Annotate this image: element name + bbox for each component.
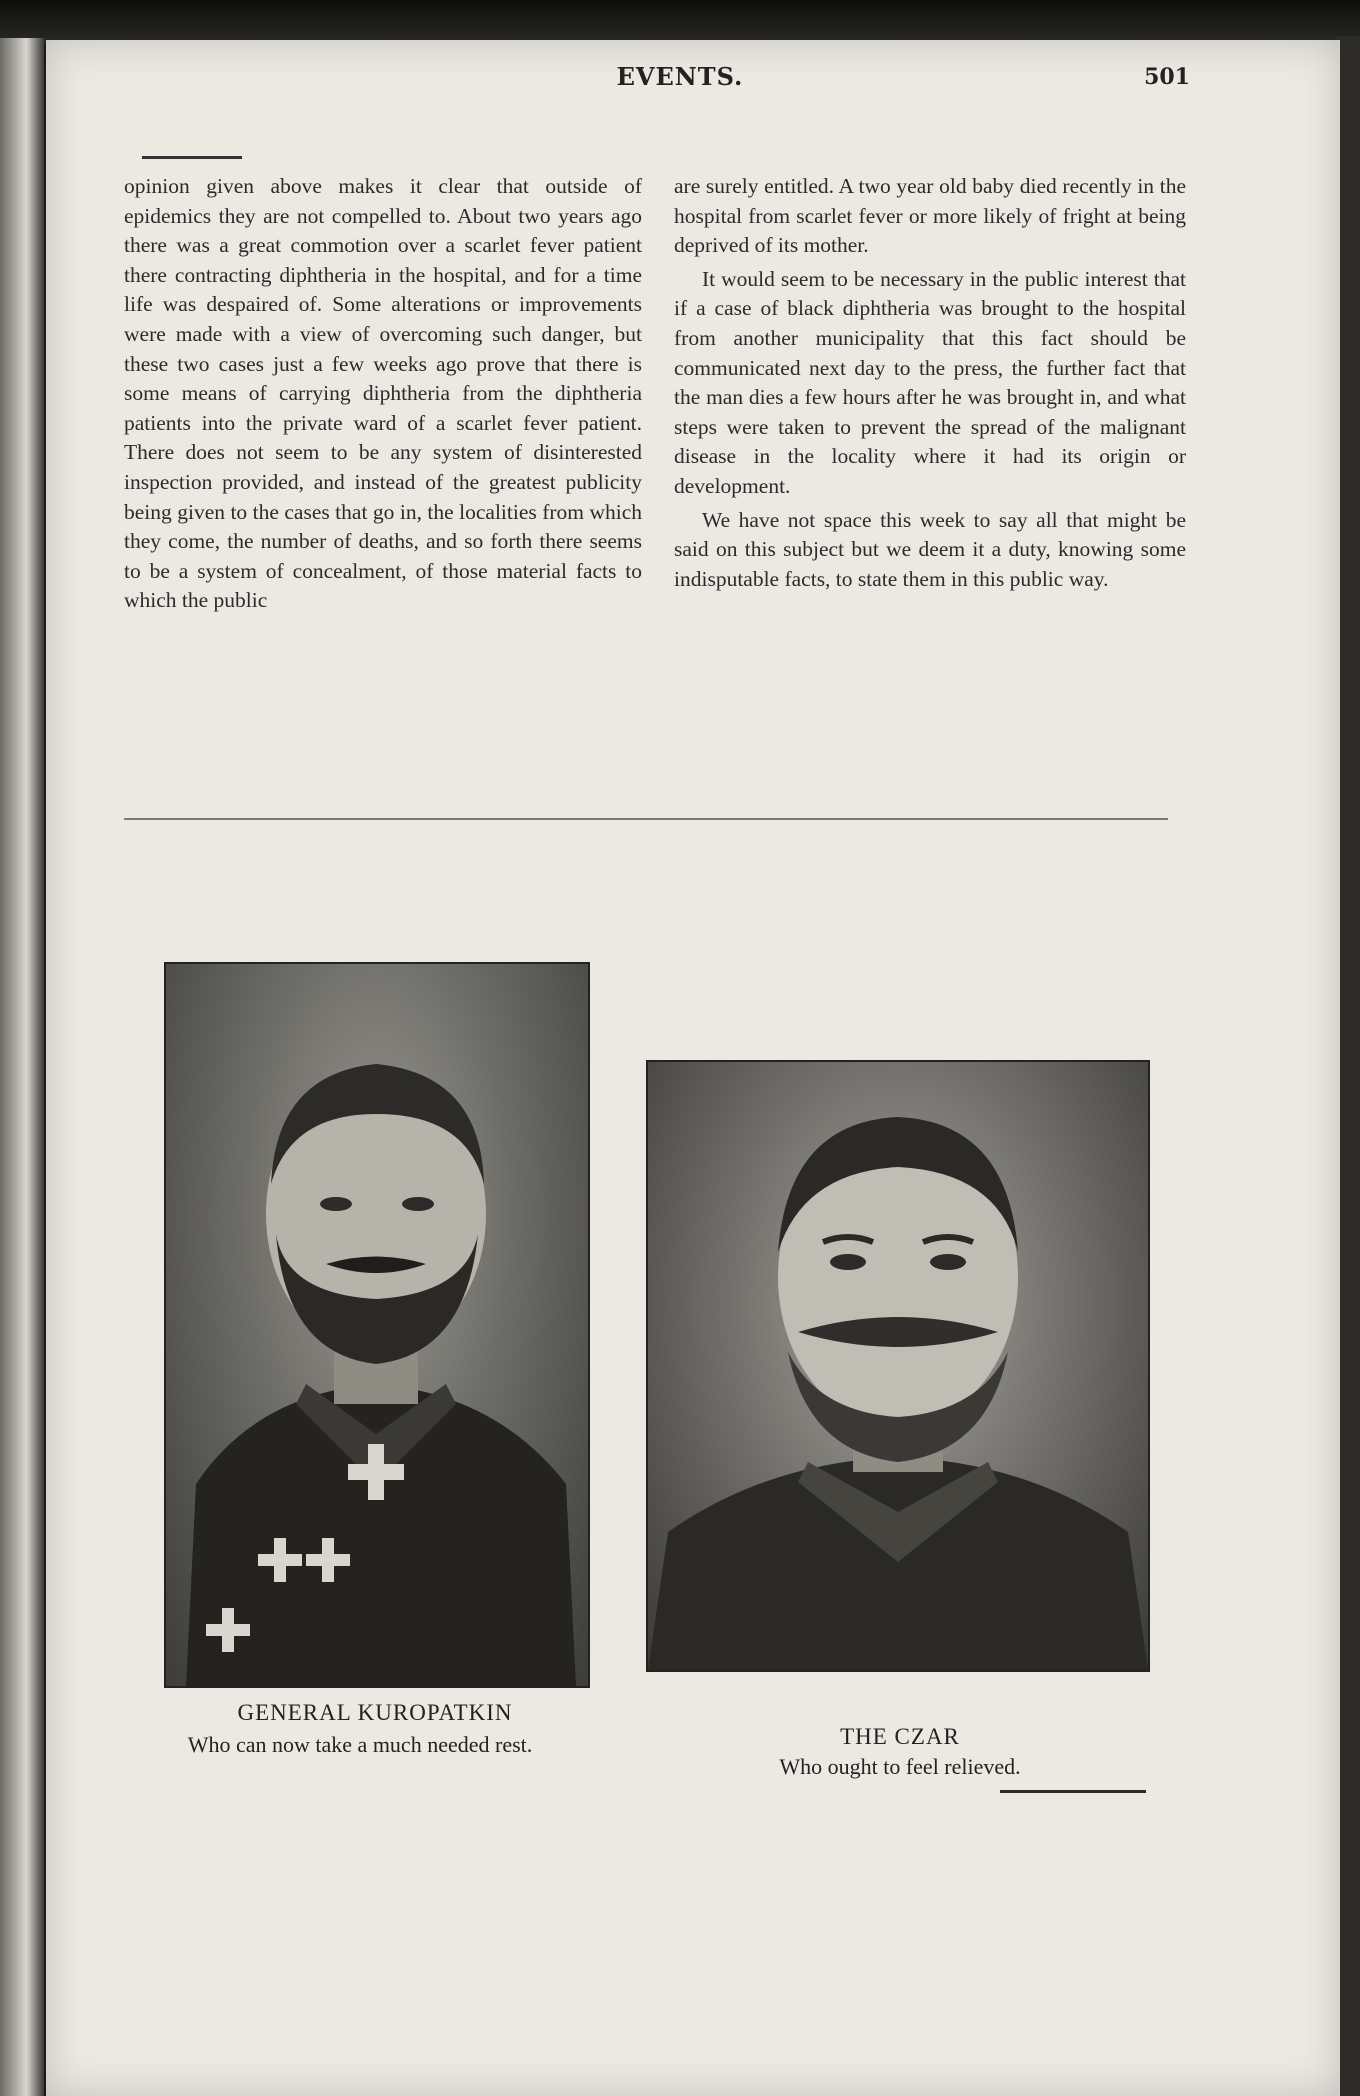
scan-top-border <box>0 0 1360 44</box>
ink-overline <box>142 156 242 159</box>
left-page-edge <box>0 38 44 2096</box>
article-paragraph: It would seem to be necessary in the public interest that if a case of black diphtheria was brought to the hospital from another municipality that this fact should be communicated next day to the press, the further fact that the man dies a few hours after he was brought in, and what steps were taken to prevent the spread of the malignant disease in the locality where it had its origin or development. <box>674 266 1186 498</box>
article-left-column <box>124 172 642 616</box>
section-divider <box>124 818 1168 820</box>
portrait-czar <box>646 1060 1150 1672</box>
article-paragraph: are surely entitled. A two year old baby died recently in the hospital from scarlet fever or more likely of fright at being deprived of its mother. <box>674 174 1186 258</box>
photo-caption-subtitle: Who ought to feel relieved. <box>779 1754 1021 1779</box>
photo-caption-subtitle: Who can now take a much needed rest. <box>187 1732 533 1757</box>
article-paragraph: opinion given above makes it clear that outside of epidemics they are not compelled to. About two years ago there was a great commotion over a scarlet fever patient there contracting diphtheria in the hospital, and for a time life was despaired of. Some alterations or improvements were made with a view of overcoming such danger, but these two cases just a few weeks ago prove that there is some means of carrying diphtheria from the diphtheria patients into the private ward of a scarlet fever patient. There does not seem to be any system of disinterested inspection provided, and instead of the greatest publicity being given to the cases that go in, the localities from which they come, the number of deaths, and so forth there seems to be a system of concealment, of those material facts to which the public <box>124 174 642 613</box>
page-number: 501 <box>1144 64 1190 90</box>
ink-underline <box>1000 1790 1146 1793</box>
portrait-kuropatkin <box>164 962 590 1688</box>
photo-caption-title: THE CZAR <box>840 1724 960 1749</box>
article-right-column <box>674 172 1186 594</box>
article-paragraph: We have not space this week to say all that might be said on this subject but we deem it a duty, knowing some indisputable facts, to state them in this public way. <box>674 507 1186 591</box>
running-head: EVENTS. <box>616 62 744 91</box>
photo-caption-title: GENERAL KUROPATKIN <box>237 1700 513 1725</box>
